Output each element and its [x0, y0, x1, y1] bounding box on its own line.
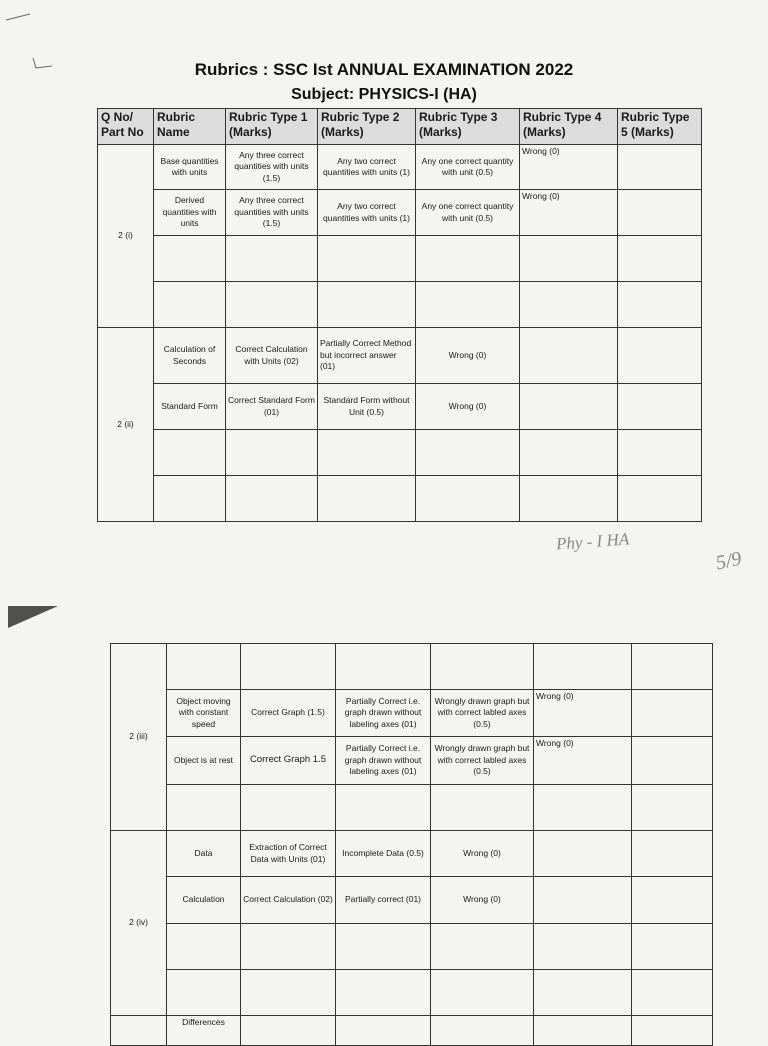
rubric-type1-cell: Any three correct quantities with units (1.5): [226, 145, 318, 190]
rubric-type4-cell: [534, 831, 632, 877]
rubric-type1-cell: Correct Graph 1.5: [241, 737, 336, 785]
table-row: [111, 877, 713, 924]
rubric-name: Calculation: [167, 877, 241, 924]
table-row: [111, 785, 713, 831]
rubric-type2-cell: Partially Correct i.e. graph drawn without labeling axes (01): [336, 737, 431, 785]
page-title: Rubrics : SSC Ist ANNUAL EXAMINATION 2022: [194, 60, 574, 79]
rubric-type3-cell: Any one correct quantity with unit (0.5): [416, 190, 520, 236]
col-header-qno: Q No/ Part No: [98, 109, 154, 145]
col-header-type1: Rubric Type 1 (Marks): [226, 109, 318, 145]
rubric-type2-cell: Partially Correct i.e. graph drawn without labeling axes (01): [336, 690, 431, 737]
rubric-type4-cell: Wrong (0): [520, 145, 618, 190]
rubric-name: Differences: [167, 1016, 241, 1046]
table-row: [111, 924, 713, 970]
rubric-name: Standard Form: [154, 384, 226, 430]
rubric-type3-cell: Wrong (0): [416, 384, 520, 430]
rubric-type1-cell: Extraction of Correct Data with Units (01): [241, 831, 336, 877]
table-row: [98, 476, 702, 522]
rubric-type3-cell: Wrong (0): [416, 328, 520, 384]
rubric-type2-cell: Incomplete Data (0.5): [336, 831, 431, 877]
rubric-type3-cell: Wrongly drawn graph but with correct labled axes (0.5): [431, 690, 534, 737]
question-number: 2 (i): [98, 145, 154, 328]
rubric-type4-cell: [520, 328, 618, 384]
rubric-type3-cell: Wrong (0): [431, 831, 534, 877]
table-row: [111, 644, 713, 690]
rubric-type4-cell: Wrong (0): [534, 737, 632, 785]
rubric-table-1: [97, 108, 702, 522]
rubric-type5-cell: [632, 737, 713, 785]
rubric-type2-cell: Any two correct quantities with units (1): [318, 145, 416, 190]
rubric-type3-cell: Wrongly drawn graph but with correct labled axes (0.5): [431, 737, 534, 785]
rubric-type3-cell: Any one correct quantity with unit (0.5): [416, 145, 520, 190]
rubric-type5-cell: [632, 831, 713, 877]
rubric-type1-cell: Correct Calculation with Units (02): [226, 328, 318, 384]
header-row: [98, 109, 702, 145]
table-row: [98, 190, 702, 236]
rubric-type3-cell: Wrong (0): [431, 877, 534, 924]
table-row: [111, 737, 713, 785]
table-row: [98, 384, 702, 430]
question-number: 2 (iv): [111, 831, 167, 1016]
question-number: 2 (ii): [98, 328, 154, 522]
table-row: [98, 282, 702, 328]
rubric-type5-cell: [618, 384, 702, 430]
rubric-name: Data: [167, 831, 241, 877]
rubric-name: Base quantities with units: [154, 145, 226, 190]
handwritten-note: Phy - I HA: [555, 529, 630, 554]
col-header-type5: Rubric Type 5 (Marks): [618, 109, 702, 145]
rubric-type2-cell: Standard Form without Unit (0.5): [318, 384, 416, 430]
rubric-type4-cell: Wrong (0): [520, 190, 618, 236]
table-row: [98, 236, 702, 282]
col-header-type3: Rubric Type 3 (Marks): [416, 109, 520, 145]
rubric-type2-cell: Partially Correct Method but incorrect answer (01): [318, 328, 416, 384]
rubric-type1-cell: Correct Graph (1.5): [241, 690, 336, 737]
scan-shadow: [8, 606, 58, 628]
rubric-name: Calculation of Seconds: [154, 328, 226, 384]
rubric-type4-cell: [534, 877, 632, 924]
rubric-type1-cell: Correct Standard Form (01): [226, 384, 318, 430]
rubric-type4-cell: Wrong (0): [534, 690, 632, 737]
rubric-type5-cell: [632, 690, 713, 737]
rubric-type5-cell: [618, 145, 702, 190]
rubric-name: Object moving with constant speed: [167, 690, 241, 737]
page-subtitle: Subject: PHYSICS-I (HA): [291, 86, 477, 103]
rubric-type5-cell: [618, 190, 702, 236]
rubric-type5-cell: [618, 328, 702, 384]
rubric-type4-cell: [520, 384, 618, 430]
col-header-type2: Rubric Type 2 (Marks): [318, 109, 416, 145]
rubric-type2-cell: Partially correct (01): [336, 877, 431, 924]
rubric-type2-cell: Any two correct quantities with units (1): [318, 190, 416, 236]
question-number: 2 (iii): [111, 644, 167, 831]
col-header-type4: Rubric Type 4 (Marks): [520, 109, 618, 145]
table-row: [98, 328, 702, 384]
rubric-table-2: [110, 643, 713, 1046]
rubric-type1-cell: Correct Calculation (02): [241, 877, 336, 924]
handwritten-fraction: 5/9: [713, 547, 744, 575]
table-row: [111, 1016, 713, 1046]
table-row: [111, 831, 713, 877]
rubric-name: Object is at rest: [167, 737, 241, 785]
table-row: [111, 970, 713, 1016]
rubric-type1-cell: Any three correct quantities with units (1.5): [226, 190, 318, 236]
table-row: [111, 690, 713, 737]
col-header-rubric-name: Rubric Name: [154, 109, 226, 145]
rubric-type5-cell: [632, 877, 713, 924]
rubric-name: Derived quantities with units: [154, 190, 226, 236]
table-row: [98, 145, 702, 190]
table-row: [98, 430, 702, 476]
